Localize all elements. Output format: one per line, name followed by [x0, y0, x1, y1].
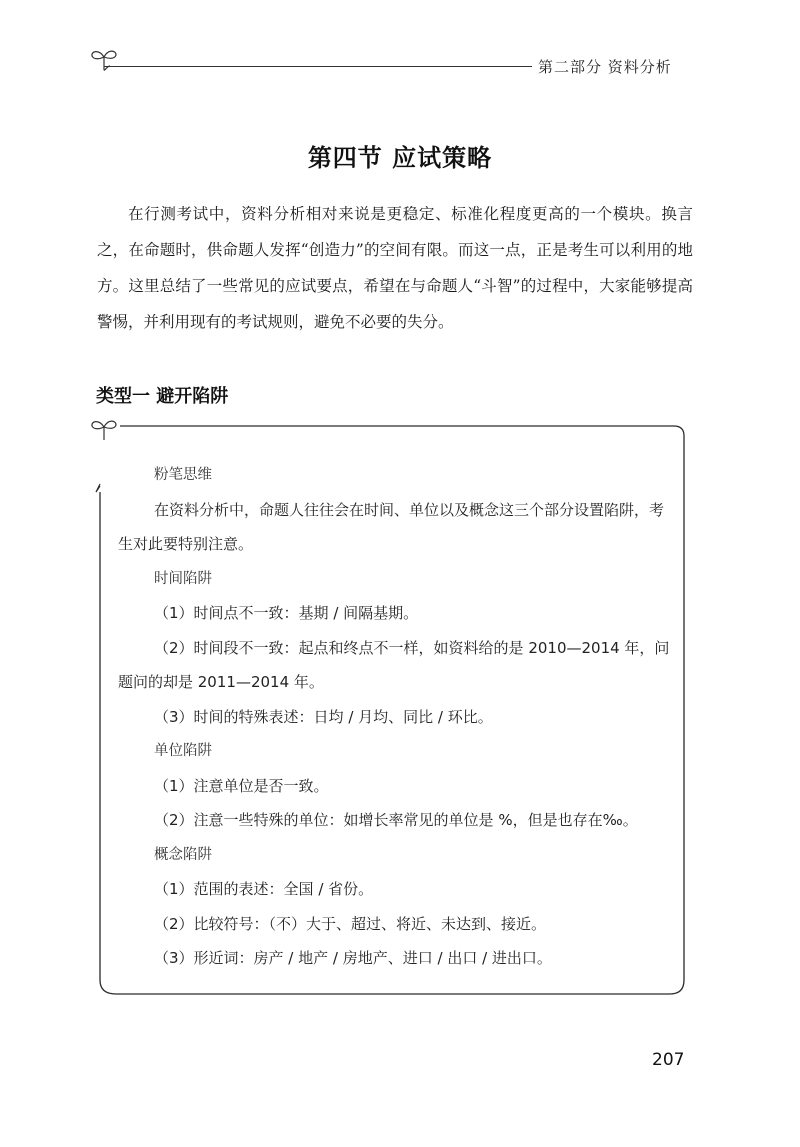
callout-lead: 在资料分析中，命题人往往会在时间、单位以及概念这三个部分设置陷阱，考生对此要特别注意。 [118, 500, 665, 553]
unit-trap-title: 单位陷阱 [154, 743, 212, 759]
sprout-icon [88, 414, 124, 444]
time-trap-item: （3）时间的特殊表述：日均 / 月均、同比 / 环比。 [154, 707, 493, 726]
sprout-icon [88, 44, 124, 74]
intro-paragraph: 在行测考试中，资料分析相对来说是更稳定、标准化程度更高的一个模块。换言之，在命题时，供命题人发挥“创造力”的空间有限。而这一点，正是考生可以利用的地方。这里总结了一些常见的应试要点，希望在与命题人“斗智”的过程中，大家能够提高警惕，并利用现有的考试规则，避免不必要的失分。 [97, 205, 693, 331]
header-rule [104, 66, 532, 67]
section-title: 第四节 应试策略 [307, 144, 493, 172]
concept-trap-item: （2）比较符号：（不）大于、超过、将近、未达到、接近。 [154, 914, 547, 933]
time-trap-item: （2）时间段不一致：起点和终点不一样，如资料给的是 2010—2014 年，问题问的却是 2011—2014 年。 [118, 638, 670, 691]
running-header-title: 第二部分 资料分析 [538, 58, 672, 76]
concept-trap-item: （3）形近词：房产 / 地产 / 房地产、进口 / 出口 / 进出口。 [154, 949, 552, 967]
callout-content [118, 458, 670, 976]
callout-heading: 粉笔思维 [154, 467, 212, 483]
time-trap-item: （1）时间点不一致：基期 / 间隔基期。 [154, 604, 419, 622]
unit-trap-item: （2）注意一些特殊的单位：如增长率常见的单位是 %，但是也存在‰。 [154, 811, 638, 829]
concept-trap-item: （1）范围的表述：全国 / 省份。 [154, 880, 374, 898]
concept-trap-title: 概念陷阱 [154, 846, 212, 863]
page-number: 207 [652, 1050, 685, 1070]
time-trap-title: 时间陷阱 [154, 570, 212, 587]
type-heading: 类型一 避开陷阱 [96, 386, 229, 407]
unit-trap-item: （1）注意单位是否一致。 [154, 776, 329, 795]
